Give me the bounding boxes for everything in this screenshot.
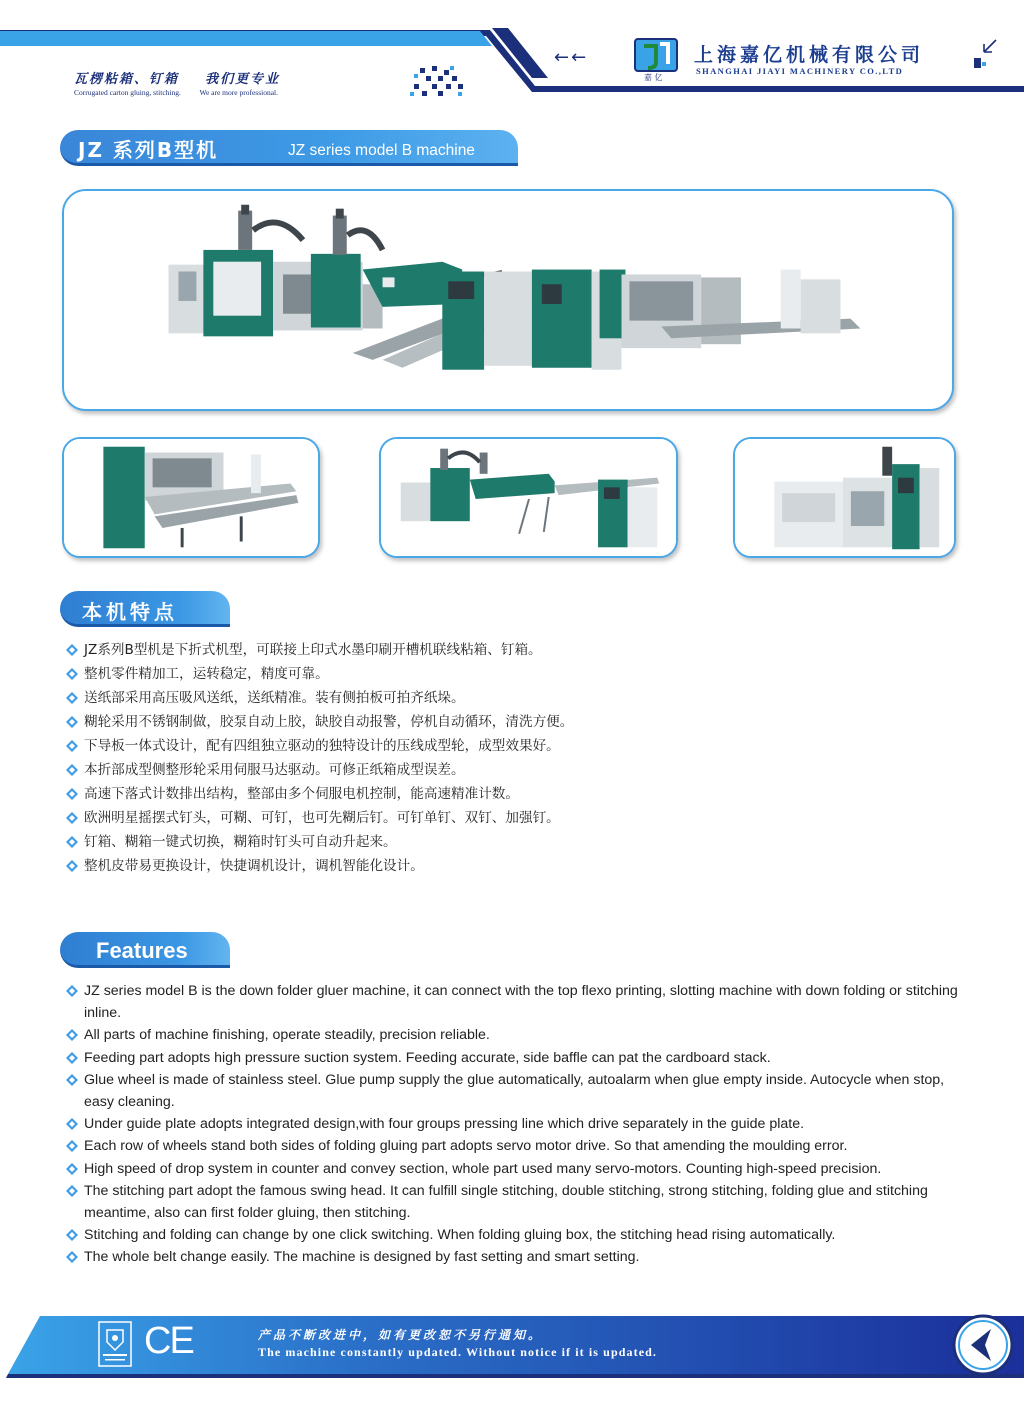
feature-text: 整机皮带易更换设计，快捷调机设计，调机智能化设计。: [84, 858, 424, 874]
feature-text: Glue wheel is made of stainless steel. Glue pump supply the glue automatically, autoalarm when glue empty inside. Autocycle when stop, easy cleaning.: [84, 1071, 945, 1111]
feature-text: 欧洲明星摇摆式钉头，可糊、可钉，也可先糊后钉。可钉单钉、双钉、加强钉。: [84, 810, 560, 826]
feature-text: 钉箱、糊箱一键式切换，糊箱时钉头可自动升起来。: [84, 834, 397, 850]
list-item: [66, 1224, 978, 1246]
diamond-bullet-icon: [66, 1052, 78, 1064]
list-item: [66, 782, 966, 806]
feature-text: 高速下落式计数排出结构，整部由多个伺服电机控制，能高速精准计数。: [84, 786, 519, 802]
feature-text: JZ系列B型机是下折式机型，可联接上印式水墨印刷开槽机联线粘箱、钉箱。: [84, 642, 542, 658]
list-item: [66, 1135, 978, 1157]
footer-notice-en: The machine constantly updated. Without notice if it is updated.: [258, 1345, 657, 1359]
list-item: [66, 1180, 978, 1224]
feature-text: Each row of wheels stand both sides of folding gluing part adopts servo motor drive. So that amending the moulding error.: [84, 1138, 848, 1155]
page-title-en: JZ series model B machine: [288, 142, 475, 159]
gluing-stitching-line-photo: [379, 437, 678, 558]
company-name-en: SHANGHAI JIAYI MACHINERY CO.,LTD: [696, 66, 904, 76]
list-item: [66, 1024, 978, 1046]
company-name-cn: 上海嘉亿机械有限公司: [694, 44, 925, 66]
list-item: [66, 830, 966, 854]
list-item: [66, 1047, 978, 1069]
page-title-cn: JZ 系列B型机: [78, 138, 219, 162]
diamond-bullet-icon: [66, 1185, 78, 1197]
list-item: [66, 710, 966, 734]
diamond-bullet-icon: [66, 1118, 78, 1130]
diamond-bullet-icon: [66, 764, 78, 776]
feature-text: Under guide plate adopts integrated design,with four groups pressing line which drive separately in the guide plate.: [84, 1116, 805, 1133]
feature-text: 整机零件精加工，运转稳定，精度可靠。: [84, 666, 329, 682]
list-item: [66, 758, 966, 782]
list-item: [66, 662, 966, 686]
section-heading-en: Features: [96, 938, 188, 963]
feature-text: 本折部成型侧整形轮采用伺服马达驱动。可修正纸箱成型误差。: [84, 762, 465, 778]
feature-text: All parts of machine finishing, operate steadily, precision reliable.: [84, 1027, 490, 1044]
list-item: [66, 638, 966, 662]
diamond-bullet-icon: [66, 836, 78, 848]
arrow-down-left-icon: [974, 36, 1000, 70]
ce-mark: CE: [144, 1320, 193, 1362]
feature-text: 送纸部采用高压吸风送纸，送纸精准。装有侧拍板可拍齐纸垛。: [84, 690, 465, 706]
list-item: [66, 1069, 978, 1113]
feature-text: JZ series model B is the down folder gluer machine, it can connect with the top flexo printing, slotting machine with down folding or stitching inline.: [84, 983, 958, 1022]
list-item: [66, 854, 966, 878]
diamond-bullet-icon: [66, 716, 78, 728]
list-item: [66, 1246, 978, 1268]
folding-section-photo: [62, 437, 320, 558]
feature-text: High speed of drop system in counter and convey section, whole part used many servo-motors. Counting high-speed precision.: [84, 1160, 882, 1177]
section-heading-cn: 本机特点: [82, 600, 178, 624]
feature-list-cn: [66, 638, 966, 878]
list-item: [66, 686, 966, 710]
folder-gluer-line-photo: [62, 189, 954, 411]
feature-text: Feeding part adopts high pressure suction system. Feeding accurate, side baffle can pat the cardboard stack.: [84, 1049, 771, 1066]
feature-text: 下导板一体式设计，配有四组独立驱动的独特设计的压线成型轮，成型效果好。: [84, 738, 560, 754]
list-item: [66, 980, 978, 1024]
feature-text: The stitching part adopt the famous swing head. It can fulfill single stitching, double stitching, strong stitching, folding glue and stitching meantime, also can first folder gluing, then stitching.: [84, 1182, 928, 1222]
diamond-bullet-icon: [66, 812, 78, 824]
diamond-bullet-icon: [66, 1163, 78, 1175]
ukas-badge: [97, 1320, 133, 1368]
diamond-bullet-icon: [66, 788, 78, 800]
diamond-bullet-icon: [66, 644, 78, 656]
pixel-decoration: [408, 64, 468, 98]
footer-notice-cn: 产品不断改进中，如有更改恕不另行通知。: [258, 1328, 544, 1342]
diamond-bullet-icon: [66, 985, 78, 997]
feature-text: The whole belt change easily. The machine is designed by fast setting and smart setting.: [84, 1249, 640, 1266]
logo-caption: 嘉 亿: [644, 73, 663, 82]
feature-text: Stitching and folding can change by one click switching. When folding gluing box, the stitching head rising automatically.: [84, 1227, 836, 1244]
diamond-bullet-icon: [66, 1251, 78, 1263]
back-chevron-button[interactable]: [951, 1313, 1015, 1377]
slogan-cn: 瓦楞粘箱、钉箱 我们更专业: [74, 72, 281, 87]
diamond-bullet-icon: [66, 740, 78, 752]
feature-text: 糊轮采用不锈钢制做，胶泵自动上胶，缺胶自动报警，停机自动循环，清洗方便。: [84, 714, 574, 730]
list-item: [66, 734, 966, 758]
diamond-bullet-icon: [66, 1074, 78, 1086]
diamond-bullet-icon: [66, 668, 78, 680]
feature-list-en: [66, 980, 978, 1269]
diamond-bullet-icon: [66, 1140, 78, 1152]
diamond-bullet-icon: [66, 692, 78, 704]
diamond-bullet-icon: [66, 1229, 78, 1241]
list-item: [66, 806, 966, 830]
list-item: [66, 1158, 978, 1180]
double-arrow-left-icon: ←←: [554, 47, 589, 68]
diamond-bullet-icon: [66, 1029, 78, 1041]
slogan-en: Corrugated carton gluing, stitching. We are more professional.: [74, 88, 278, 97]
list-item: [66, 1113, 978, 1135]
diamond-bullet-icon: [66, 860, 78, 872]
feeder-unit-photo: [733, 437, 956, 558]
